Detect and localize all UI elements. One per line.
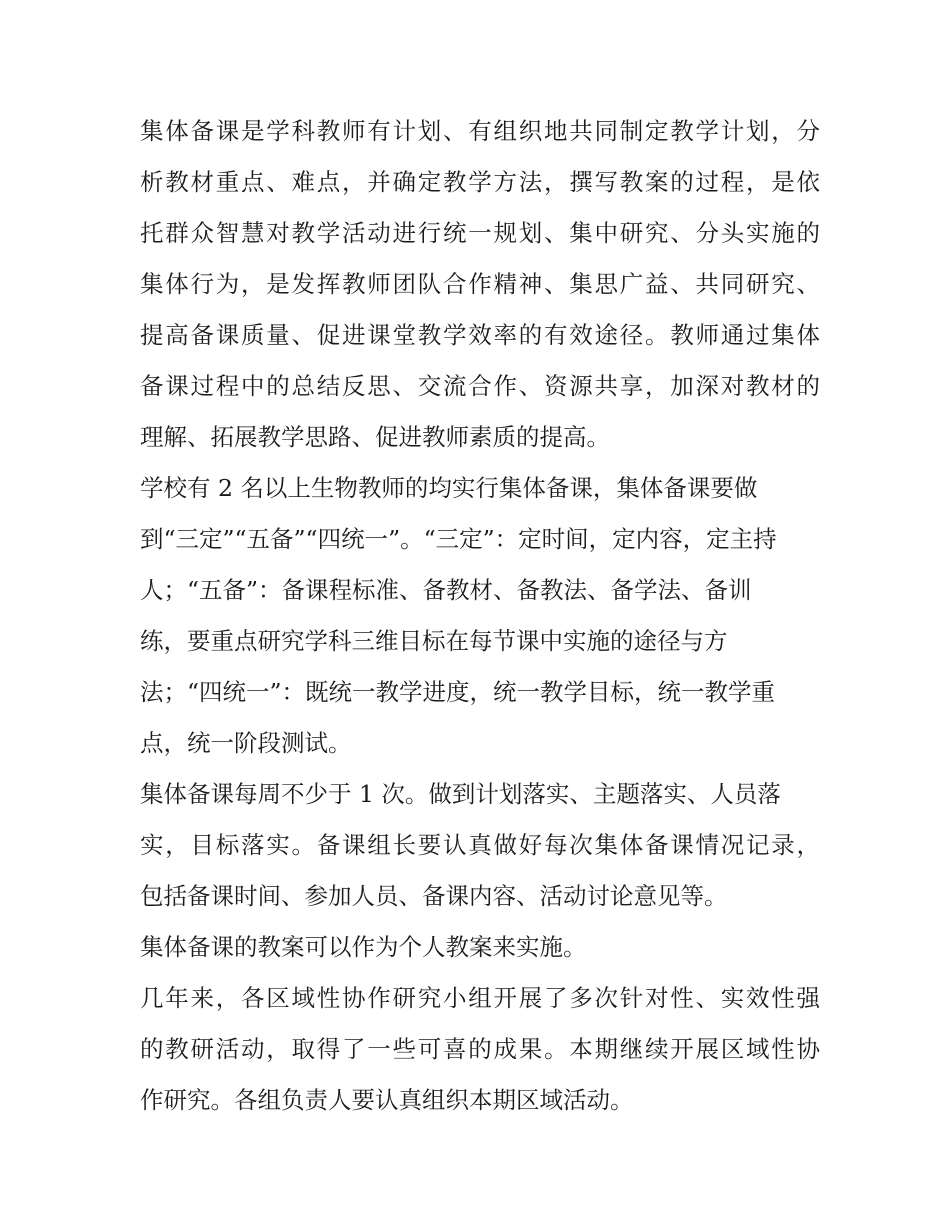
text-line: 理解、拓展教学思路、促进教师素质的提高。 bbox=[140, 423, 610, 451]
text-line: 法；“四统一”：既统一教学进度，统一教学目标，统一教学重 bbox=[140, 678, 776, 706]
text-line: 备课过程中的总结反思、交流合作、资源共享，加深对教材的 bbox=[140, 372, 820, 400]
text-line: 集体备课的教案可以作为个人教案来实施。 bbox=[140, 933, 587, 961]
text-line: 托群众智慧对教学活动进行统一规划、集中研究、分头实施的 bbox=[140, 219, 820, 247]
text-line: 包括备课时间、参加人员、备课内容、活动讨论意见等。 bbox=[140, 882, 728, 910]
text-line: 学校有 2 名以上生物教师的均实行集体备课，集体备课要做 bbox=[140, 474, 758, 502]
text-line: 到“三定”“五备”“四统一”。“三定”：定时间，定内容，定主持 bbox=[140, 525, 777, 553]
text-line: 析教材重点、难点，并确定教学方法，撰写教案的过程，是依 bbox=[140, 168, 820, 196]
text-line: 作研究。各组负责人要认真组织本期区域活动。 bbox=[140, 1086, 634, 1114]
text-line: 的教研活动，取得了一些可喜的成果。本期继续开展区域性协 bbox=[140, 1035, 820, 1063]
text-line: 练，要重点研究学科三维目标在每节课中实施的途径与方 bbox=[140, 627, 728, 655]
text-line: 点，统一阶段测试。 bbox=[140, 729, 352, 757]
text-line: 集体备课是学科教师有计划、有组织地共同制定教学计划，分 bbox=[140, 117, 820, 145]
text-line: 实，目标落实。备课组长要认真做好每次集体备课情况记录， bbox=[140, 831, 820, 859]
text-line: 人；“五备”：备课程标准、备教材、备教法、备学法、备训 bbox=[140, 576, 752, 604]
document-body bbox=[140, 106, 820, 1126]
paragraph-collective-lesson-prep-definition bbox=[140, 106, 820, 463]
text-line: 提高备课质量、促进课堂教学效率的有效途径。教师通过集体 bbox=[140, 321, 820, 349]
paragraph-frequency bbox=[140, 769, 820, 922]
text-line: 集体行为，是发挥教师团队合作精神、集思广益、共同研究、 bbox=[140, 270, 820, 298]
paragraph-lesson-plan-use bbox=[140, 922, 820, 973]
paragraph-requirements bbox=[140, 463, 820, 769]
text-line: 几年来，各区域性协作研究小组开展了多次针对性、实效性强 bbox=[140, 984, 820, 1012]
text-line: 集体备课每周不少于 1 次。做到计划落实、主题落实、人员落 bbox=[140, 780, 781, 808]
paragraph-regional-collaboration bbox=[140, 973, 820, 1126]
